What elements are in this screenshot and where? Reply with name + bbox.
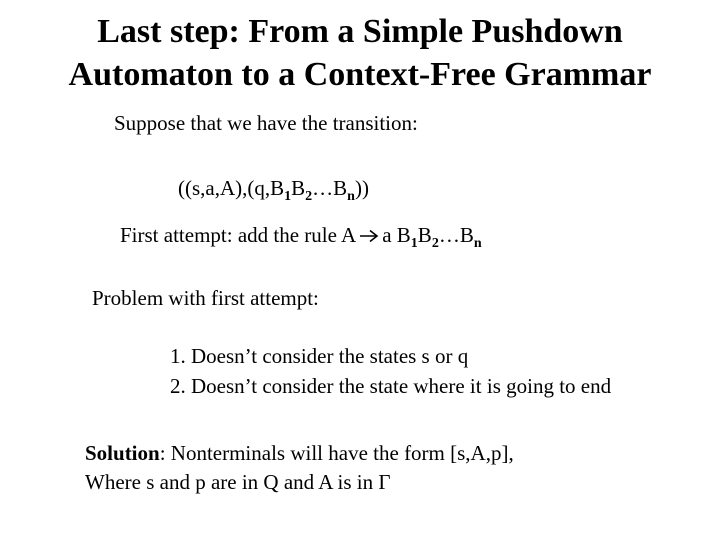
first-attempt-sub-n: n <box>473 236 482 251</box>
transition-sub-2: 2 <box>305 189 313 204</box>
intro-text: Suppose that we have the transition: <box>114 111 418 135</box>
transition-mid-1: B <box>291 176 306 200</box>
first-attempt-prefix: First attempt: add the rule A <box>120 223 357 247</box>
first-attempt-sub-2: 2 <box>431 236 439 251</box>
problem-item-1: 1. Doesn’t consider the states s or q <box>170 344 469 368</box>
transition-mid-2: …B <box>312 176 348 200</box>
solution-line-1 <box>85 440 514 466</box>
problem-heading: Problem with first attempt: <box>92 286 319 310</box>
first-attempt-after-arrow: a B <box>382 223 411 247</box>
solution-line-1-rest: : Nonterminals will have the form [s,A,p], <box>159 441 514 465</box>
solution-label: Solution <box>85 441 160 465</box>
transition-sub-1: 1 <box>284 189 292 204</box>
transition-expression <box>178 175 369 204</box>
transition-prefix: ((s,a,A),(q,B <box>178 176 285 200</box>
transition-suffix: )) <box>354 176 369 200</box>
first-attempt-sub-1: 1 <box>410 236 418 251</box>
first-attempt-mid-2: …B <box>438 223 474 247</box>
problem-item-2: 2. Doesn’t consider the state where it is going to end <box>170 374 612 398</box>
right-arrow-icon <box>358 229 380 243</box>
first-attempt-mid-1: B <box>417 223 432 247</box>
transition-sub-n: n <box>347 189 355 204</box>
slide-title-line-2: Automaton to a Context-Free Grammar <box>68 56 652 93</box>
solution-line-2: Where s and p are in Q and A is in Γ <box>85 470 391 494</box>
first-attempt-rule <box>120 222 482 251</box>
slide-title-line-1: Last step: From a Simple Pushdown <box>97 13 623 50</box>
